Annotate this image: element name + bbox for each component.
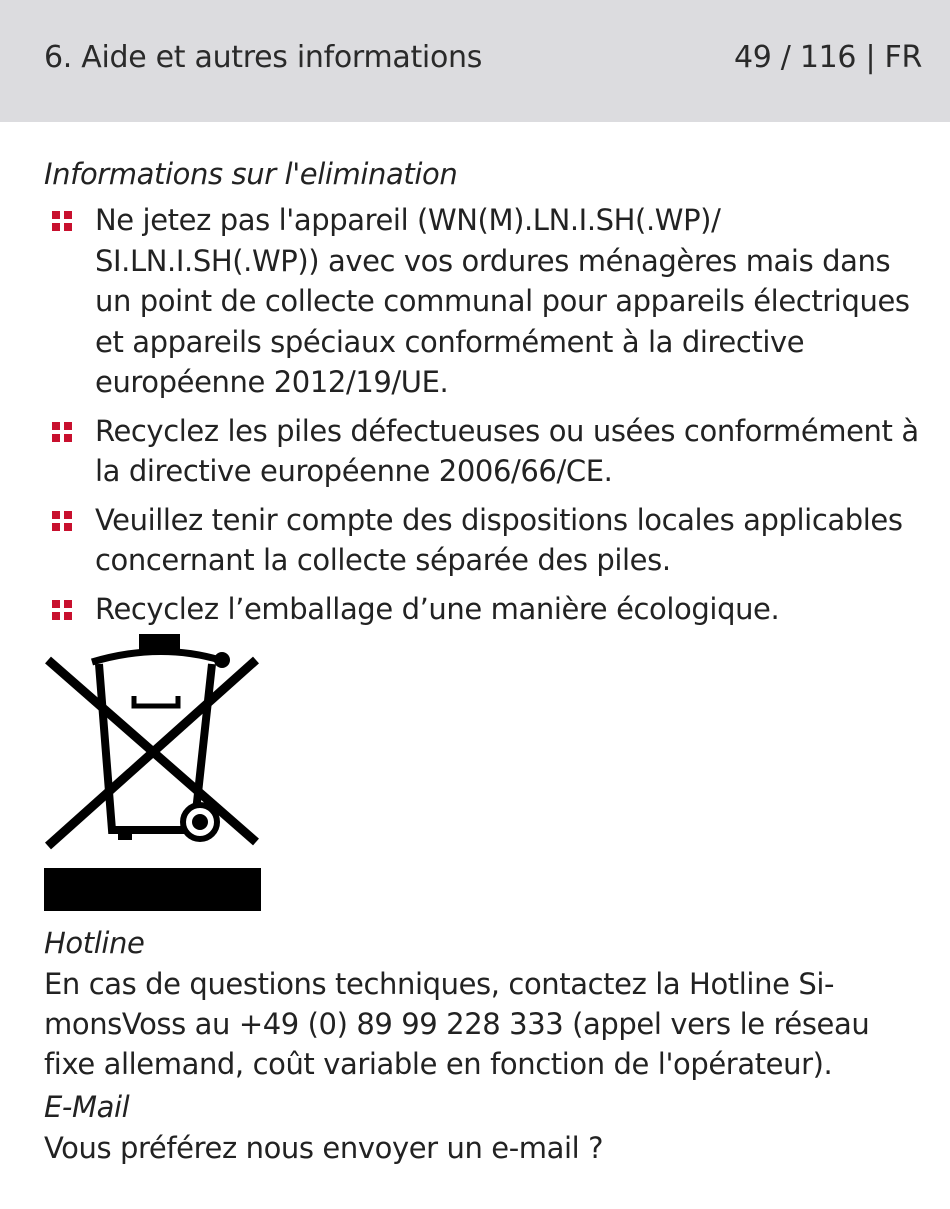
- list-item-text: Recyclez les piles défectueuses ou usées conformément à la directive européenne 2006/66/CE.: [95, 413, 919, 488]
- list-item: [44, 411, 924, 492]
- section-title: 6. Aide et autres informations: [44, 40, 483, 75]
- list-item-text: Recyclez l’emballage d’une manière écologique.: [95, 591, 780, 626]
- disposal-heading: Informations sur l'elimination: [44, 157, 458, 191]
- list-item: [44, 200, 924, 403]
- hotline-heading: Hotline: [44, 926, 145, 960]
- contact-section: [44, 922, 924, 1168]
- bullet-icon: [52, 511, 72, 531]
- list-item-text: Veuillez tenir compte des dispositions locales applicables concernant la collecte séparée des piles.: [95, 502, 903, 577]
- email-heading: E-Mail: [44, 1090, 130, 1124]
- email-text: Vous préférez nous envoyer un e-mail ?: [44, 1131, 604, 1165]
- hotline-text: En cas de questions techniques, contactez la Hotline Si-monsVoss au +49 (0) 89 99 228 333 (appel vers le réseau fixe allemand, coût variable en fonction de l'opérateur).: [44, 967, 870, 1081]
- disposal-list: [44, 200, 924, 629]
- page-number: 49 / 116 | FR: [734, 40, 922, 75]
- bullet-icon: [52, 422, 72, 442]
- bullet-icon: [52, 600, 72, 620]
- list-item: [44, 500, 924, 581]
- crossed-out-wheelie-bin-icon: [44, 634, 261, 912]
- page-header: [0, 0, 950, 122]
- list-item-text: Ne jetez pas l'appareil (WN(M).LN.I.SH(.WP)/ SI.LN.I.SH(.WP)) avec vos ordures ménagères mais dans un point de collecte communal pour appareils électriques et appareils spéciaux conformément à la directive européenne 2012/19/UE.: [95, 203, 910, 399]
- list-item: [44, 589, 924, 630]
- disposal-section: [44, 152, 924, 637]
- bullet-icon: [52, 211, 72, 231]
